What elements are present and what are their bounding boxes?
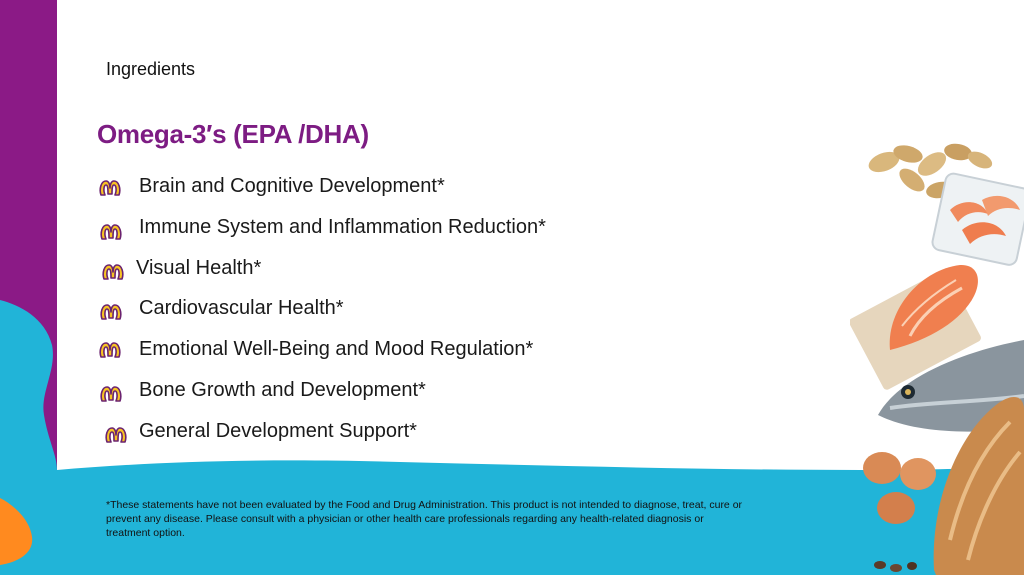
- benefit-label: General Development Support*: [139, 420, 417, 442]
- benefit-label: Emotional Well-Being and Mood Regulation*: [139, 338, 534, 360]
- omega3-food-collage: [850, 140, 1024, 575]
- headline: Omega-3′s (EPA /DHA): [97, 119, 369, 149]
- omega-bullet-icon: [98, 339, 122, 361]
- disclaimer-text: *These statements have not been evaluated by the Food and Drug Administration. This product is not intended to diagnose, treat, cure or prevent any disease. Please consult with a physician or other health care professionals regarding any health-related diagnosis or treatment option.: [106, 499, 743, 539]
- omega-bullet-icon: [99, 221, 123, 243]
- omega-bullet-icon: [99, 383, 123, 405]
- benefit-label: Immune System and Inflammation Reduction*: [139, 216, 546, 238]
- benefit-label: Visual Health*: [136, 257, 262, 279]
- benefit-label: Brain and Cognitive Development*: [139, 175, 445, 197]
- omega-bullet-icon: [104, 424, 128, 446]
- omega-bullet-icon: [99, 301, 123, 323]
- benefit-label: Bone Growth and Development*: [139, 379, 426, 401]
- omega-bullet-icon: [98, 177, 122, 199]
- benefit-label: Cardiovascular Health*: [139, 297, 344, 319]
- eggs-image: [863, 452, 936, 524]
- shrimp-image: [931, 172, 1024, 266]
- beans-image: [874, 561, 917, 572]
- section-label: Ingredients: [106, 59, 196, 79]
- omega-bullet-icon: [101, 261, 125, 283]
